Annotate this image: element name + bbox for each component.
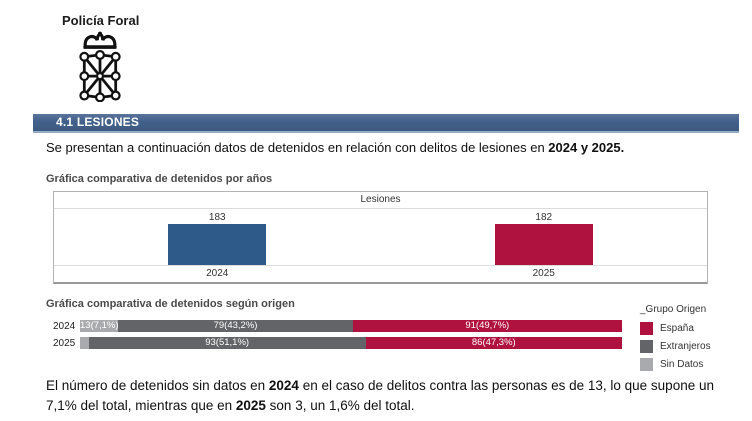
legend-label: España bbox=[660, 323, 694, 334]
legend-swatch bbox=[640, 358, 653, 371]
legend-title: _Grupo Origen bbox=[640, 304, 707, 315]
bar-2024 bbox=[168, 224, 266, 265]
segment-sin-datos bbox=[80, 337, 89, 349]
text-part: son 3, un 1,6% del total. bbox=[265, 398, 415, 414]
row-label-2025: 2025 bbox=[53, 337, 76, 349]
bar-2025 bbox=[495, 224, 593, 265]
section-header bbox=[33, 114, 739, 133]
legend-label: Sin Datos bbox=[660, 359, 704, 370]
x-axis-label-2024: 2024 bbox=[206, 268, 229, 279]
text-part: 2024 y 2025 bbox=[548, 140, 621, 155]
stacked-bar-chart-by-origin bbox=[53, 320, 622, 354]
legend-item-sin-datos bbox=[640, 358, 711, 371]
legend-item-españa bbox=[640, 322, 711, 335]
legend-label: Extranjeros bbox=[660, 341, 711, 352]
section-title: 4.1 LESIONES bbox=[56, 115, 140, 129]
text-part: El número de detenidos sin datos en bbox=[46, 378, 269, 393]
chart1-title: Lesiones bbox=[54, 192, 707, 209]
legend-item-extranjeros bbox=[640, 340, 711, 353]
row-label-2024: 2024 bbox=[53, 320, 76, 332]
chart2-section-label: Gráfica comparativa de detenidos según origen bbox=[46, 298, 295, 310]
text-part: Se presentan a continuación datos de detenidos en relación con delitos de lesiones en bbox=[46, 140, 549, 155]
bar-chart-by-year bbox=[53, 191, 708, 284]
segment-extranjeros: 79(43,2%) bbox=[118, 320, 352, 332]
origin-legend bbox=[640, 304, 711, 376]
intro-text bbox=[46, 139, 726, 157]
origin-row-2025 bbox=[53, 337, 622, 349]
segment-sin-datos: 13(7,1%) bbox=[80, 320, 119, 331]
navarra-shield-icon bbox=[71, 30, 129, 102]
legend-swatch bbox=[640, 322, 653, 335]
text-part: . bbox=[620, 140, 625, 155]
x-axis-label-2025: 2025 bbox=[532, 268, 555, 279]
origin-row-2024 bbox=[53, 320, 622, 332]
bar-column-2025 bbox=[381, 209, 708, 265]
legend-swatch bbox=[640, 340, 653, 353]
chart1-x-axis bbox=[54, 266, 707, 282]
logo-title: Policía Foral bbox=[62, 13, 140, 28]
footer-text bbox=[46, 376, 718, 417]
chart1-plot-area bbox=[54, 209, 707, 266]
text-part: 2024 bbox=[268, 378, 299, 393]
bar-value-label: 182 bbox=[535, 212, 553, 223]
bar-column-2024 bbox=[54, 209, 381, 265]
legend-items bbox=[640, 322, 711, 371]
text-part: 2025 bbox=[235, 398, 266, 414]
chart1-section-label: Gráfica comparativa de detenidos por años bbox=[46, 173, 273, 185]
bar-value-label: 183 bbox=[208, 212, 226, 223]
stacked-bar-2025 bbox=[80, 337, 622, 349]
segment-españa: 86(47,3%) bbox=[366, 337, 622, 349]
segment-españa: 91(49,7%) bbox=[353, 320, 622, 332]
segment-extranjeros: 93(51,1%) bbox=[89, 337, 366, 349]
text-part: en el caso de delitos contra las personas es de 13, lo que supone un 7,1% del total, mientras que en bbox=[46, 378, 714, 414]
stacked-bar-2024 bbox=[80, 320, 622, 332]
